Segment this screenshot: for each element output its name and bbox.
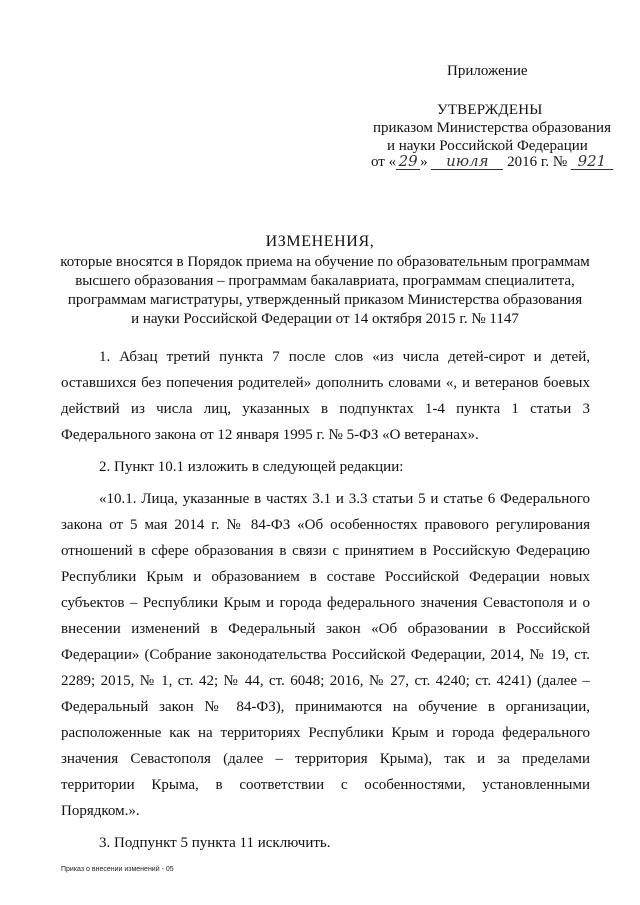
document-subtitle	[60, 253, 590, 329]
date-mid: »	[420, 154, 428, 170]
paragraph-4: 3. Подпункт 5 пункта 11 исключить.	[99, 835, 331, 851]
footer-label: Приказ о внесении изменений - 05	[61, 866, 174, 873]
paragraph-1: 1. Абзац третий пункта 7 после слов «из числа детей-сирот и детей, оставшихся без попечения родителей» дополнить словами «, и ветеранов боевых действий из числа лиц, указанных в подпунктах 1-4 пункта 1 статьи 3 Федерального закона от 12 января 1995 г. № 5-ФЗ «О ветеранах».	[61, 349, 590, 443]
handwritten-order-number: 921	[571, 154, 613, 170]
appendix-label: Приложение	[447, 63, 528, 79]
subtitle-line: высшего образования – программам бакалавриата, программам специалитета,	[75, 273, 575, 289]
handwritten-day: 29	[396, 154, 420, 170]
date-prefix: от «	[371, 154, 397, 170]
document-body	[61, 344, 590, 856]
subtitle-line: программам магистратуры, утвержденный приказом Министерства образования	[67, 292, 583, 308]
ministry-line: и науки Российской Федерации	[387, 138, 588, 154]
paragraph-3: «10.1. Лица, указанные в частях 3.1 и 3.3 статьи 5 и статье 6 Федерального закона от 5 мая 2014 г. № 84-ФЗ «Об особенностях правового регулирования отношений в сфере образования в связи с принятием в Российскую Федерацию Республики Крым и образованием в составе Российской Федерации новых субъектов – Республики Крым и города федерального значения Севастополя и о внесении изменений в Федеральный закон «Об образовании в Российской Федерации» (Собрание законодательства Российской Федерации, 2014, № 19, ст. 2289; 2015, № 1, ст. 42; № 44, ст. 6048; 2016, № 27, ст. 4240; ст. 4241) (далее – Федеральный закон № 84-ФЗ), принимаются на обучение в организации, расположенные как на территориях Республики Крым и города федерального значения Севастополя (далее – территория Крыма), так и за пределами территории Крыма, в соответствии с особенностями, установленными Порядком.».	[61, 491, 590, 819]
handwritten-month: июля	[431, 154, 503, 170]
paragraph-2: 2. Пункт 10.1 изложить в следующей редакции:	[99, 459, 404, 475]
date-year: 2016 г. №	[507, 154, 568, 170]
document-title: ИЗМЕНЕНИЯ,	[265, 233, 375, 250]
subtitle-line: и науки Российской Федерации от 14 октября 2015 г. № 1147	[131, 311, 519, 327]
subtitle-line: которые вносятся в Порядок приема на обучение по образовательным программам	[60, 254, 590, 270]
order-date-line	[371, 153, 613, 172]
approved-by-line: приказом Министерства образования	[373, 120, 611, 136]
approved-heading: УТВЕРЖДЕНЫ	[437, 102, 543, 118]
